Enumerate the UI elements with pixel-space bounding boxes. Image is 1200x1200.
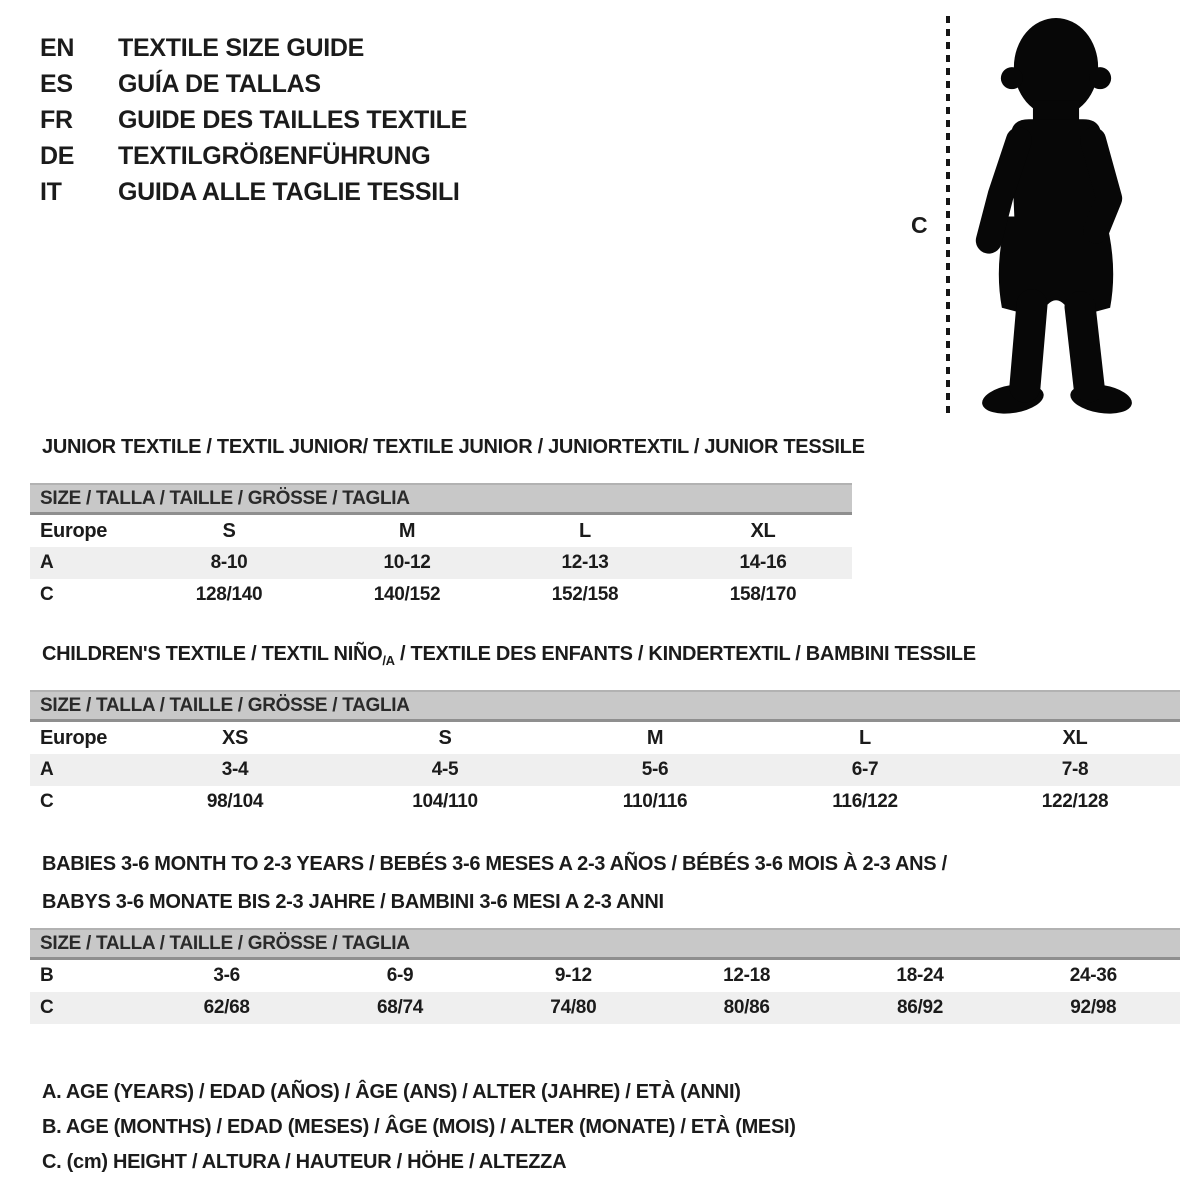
table-cell: 80/86 (723, 997, 770, 1018)
lang-title: GUIDE DES TAILLES TEXTILE (118, 105, 468, 134)
table-cell: C (40, 584, 54, 605)
table-cell: 92/98 (1070, 997, 1117, 1018)
table-cell: 86/92 (896, 997, 943, 1018)
table-cell: 12-18 (723, 965, 771, 986)
legend-line-a: A. AGE (YEARS) / EDAD (AÑOS) / ÂGE (ANS) / ALTER (JAHRE) / ETÀ (ANNI) (42, 1081, 741, 1103)
table-cell: 24-36 (1069, 965, 1117, 986)
lang-code: IT (40, 177, 62, 206)
junior-section-title: JUNIOR TEXTILE / TEXTIL JUNIOR/ TEXTILE JUNIOR / JUNIORTEXTIL / JUNIOR TESSILE (42, 436, 865, 458)
table-cell: Europe (40, 726, 108, 749)
height-measure-dashed-line (946, 16, 950, 416)
lang-row-it (40, 174, 467, 210)
table-cell: 12-13 (561, 552, 609, 573)
lang-row-en (40, 30, 467, 66)
babies-size-table (30, 928, 1180, 1024)
table-cell: 7-8 (1061, 759, 1089, 780)
table-cell: 158/170 (729, 584, 797, 605)
table-cell: XL (1062, 726, 1088, 749)
table-cell: 18-24 (896, 965, 944, 986)
table-row-height (30, 579, 852, 611)
table-cell: 74/80 (550, 997, 597, 1018)
table-cell: 98/104 (206, 791, 264, 812)
language-title-list (40, 30, 467, 210)
babies-title-line: BABYS 3-6 MONATE BIS 2-3 JAHRE / BAMBINI 3-6 MESI A 2-3 ANNI (42, 891, 664, 913)
table-cell: 6-7 (851, 759, 879, 780)
size-header-bar: SIZE / TALLA / TAILLE / GRÖSSE / TAGLIA (30, 483, 852, 515)
table-cell: 128/140 (195, 584, 263, 605)
lang-title: GUÍA DE TALLAS (118, 69, 321, 98)
toddler-silhouette-icon (958, 14, 1150, 420)
table-row-height (30, 992, 1180, 1024)
table-cell: XS (221, 726, 249, 749)
children-size-table (30, 690, 1180, 818)
table-cell: 140/152 (373, 584, 441, 605)
babies-title-line: BABIES 3-6 MONTH TO 2-3 YEARS / BEBÉS 3-6 MESES A 2-3 AÑOS / BÉBÉS 3-6 MOIS À 2-3 ANS / (42, 853, 947, 875)
legend-line-c: C. (cm) HEIGHT / ALTURA / HAUTEUR / HÖHE / ALTEZZA (42, 1151, 567, 1173)
measurement-legend (42, 1075, 796, 1180)
table-cell: 14-16 (739, 552, 787, 573)
table-row-sizes (30, 515, 852, 547)
height-measure-label: C (911, 212, 928, 238)
lang-code: ES (40, 69, 73, 98)
lang-row-fr (40, 102, 467, 138)
lang-title: TEXTILGRÖßENFÜHRUNG (118, 141, 431, 170)
size-header-bar: SIZE / TALLA / TAILLE / GRÖSSE / TAGLIA (30, 928, 1180, 960)
junior-size-table (30, 483, 852, 611)
lang-title: TEXTILE SIZE GUIDE (118, 33, 365, 62)
table-cell: 6-9 (386, 965, 414, 986)
legend-line-b: B. AGE (MONTHS) / EDAD (MESES) / ÂGE (MOIS) / ALTER (MONATE) / ETÀ (MESI) (42, 1116, 796, 1138)
table-cell: 110/116 (622, 791, 688, 812)
lang-title: GUIDA ALLE TAGLIE TESSILI (118, 177, 460, 206)
table-cell: 62/68 (203, 997, 250, 1018)
children-section-title (42, 643, 976, 668)
table-cell: S (222, 519, 236, 542)
babies-section-title (42, 845, 947, 921)
lang-code: EN (40, 33, 75, 62)
size-header-bar: SIZE / TALLA / TAILLE / GRÖSSE / TAGLIA (30, 690, 1180, 722)
lang-code: DE (40, 141, 75, 170)
table-cell: 3-4 (221, 759, 249, 780)
table-cell: C (40, 791, 54, 812)
lang-row-de (40, 138, 467, 174)
table-cell: B (40, 965, 54, 986)
table-cell: 10-12 (383, 552, 431, 573)
table-cell: S (438, 726, 452, 749)
table-cell: 68/74 (376, 997, 424, 1018)
table-cell: 8-10 (210, 552, 248, 573)
table-cell: 116/122 (832, 791, 898, 812)
table-cell: C (40, 997, 54, 1018)
table-cell: 4-5 (431, 759, 459, 780)
table-row-height (30, 786, 1180, 818)
lang-row-es (40, 66, 467, 102)
table-row-age (30, 547, 852, 579)
children-title-subscript: /A (382, 653, 395, 668)
table-cell: 5-6 (641, 759, 669, 780)
children-title-text: / TEXTILE DES ENFANTS / KINDERTEXTIL / BAMBINI TESSILE (394, 643, 976, 665)
table-row-sizes (30, 722, 1180, 754)
table-row-months (30, 960, 1180, 992)
table-cell: M (646, 726, 664, 749)
table-cell: 152/158 (551, 584, 619, 605)
table-cell: M (398, 519, 416, 542)
table-cell: XL (750, 519, 776, 542)
table-cell: A (40, 552, 54, 573)
table-cell: 9-12 (554, 965, 592, 986)
table-cell: L (859, 726, 871, 749)
table-cell: 3-6 (213, 965, 240, 986)
table-cell: 104/110 (412, 791, 478, 812)
table-cell: A (40, 759, 54, 780)
lang-code: FR (40, 105, 73, 134)
table-cell: Europe (40, 519, 108, 542)
children-title-text: CHILDREN'S TEXTILE / TEXTIL NIÑO (42, 643, 383, 665)
table-cell: 122/128 (1041, 791, 1109, 812)
table-cell: L (579, 519, 591, 542)
table-row-age (30, 754, 1180, 786)
